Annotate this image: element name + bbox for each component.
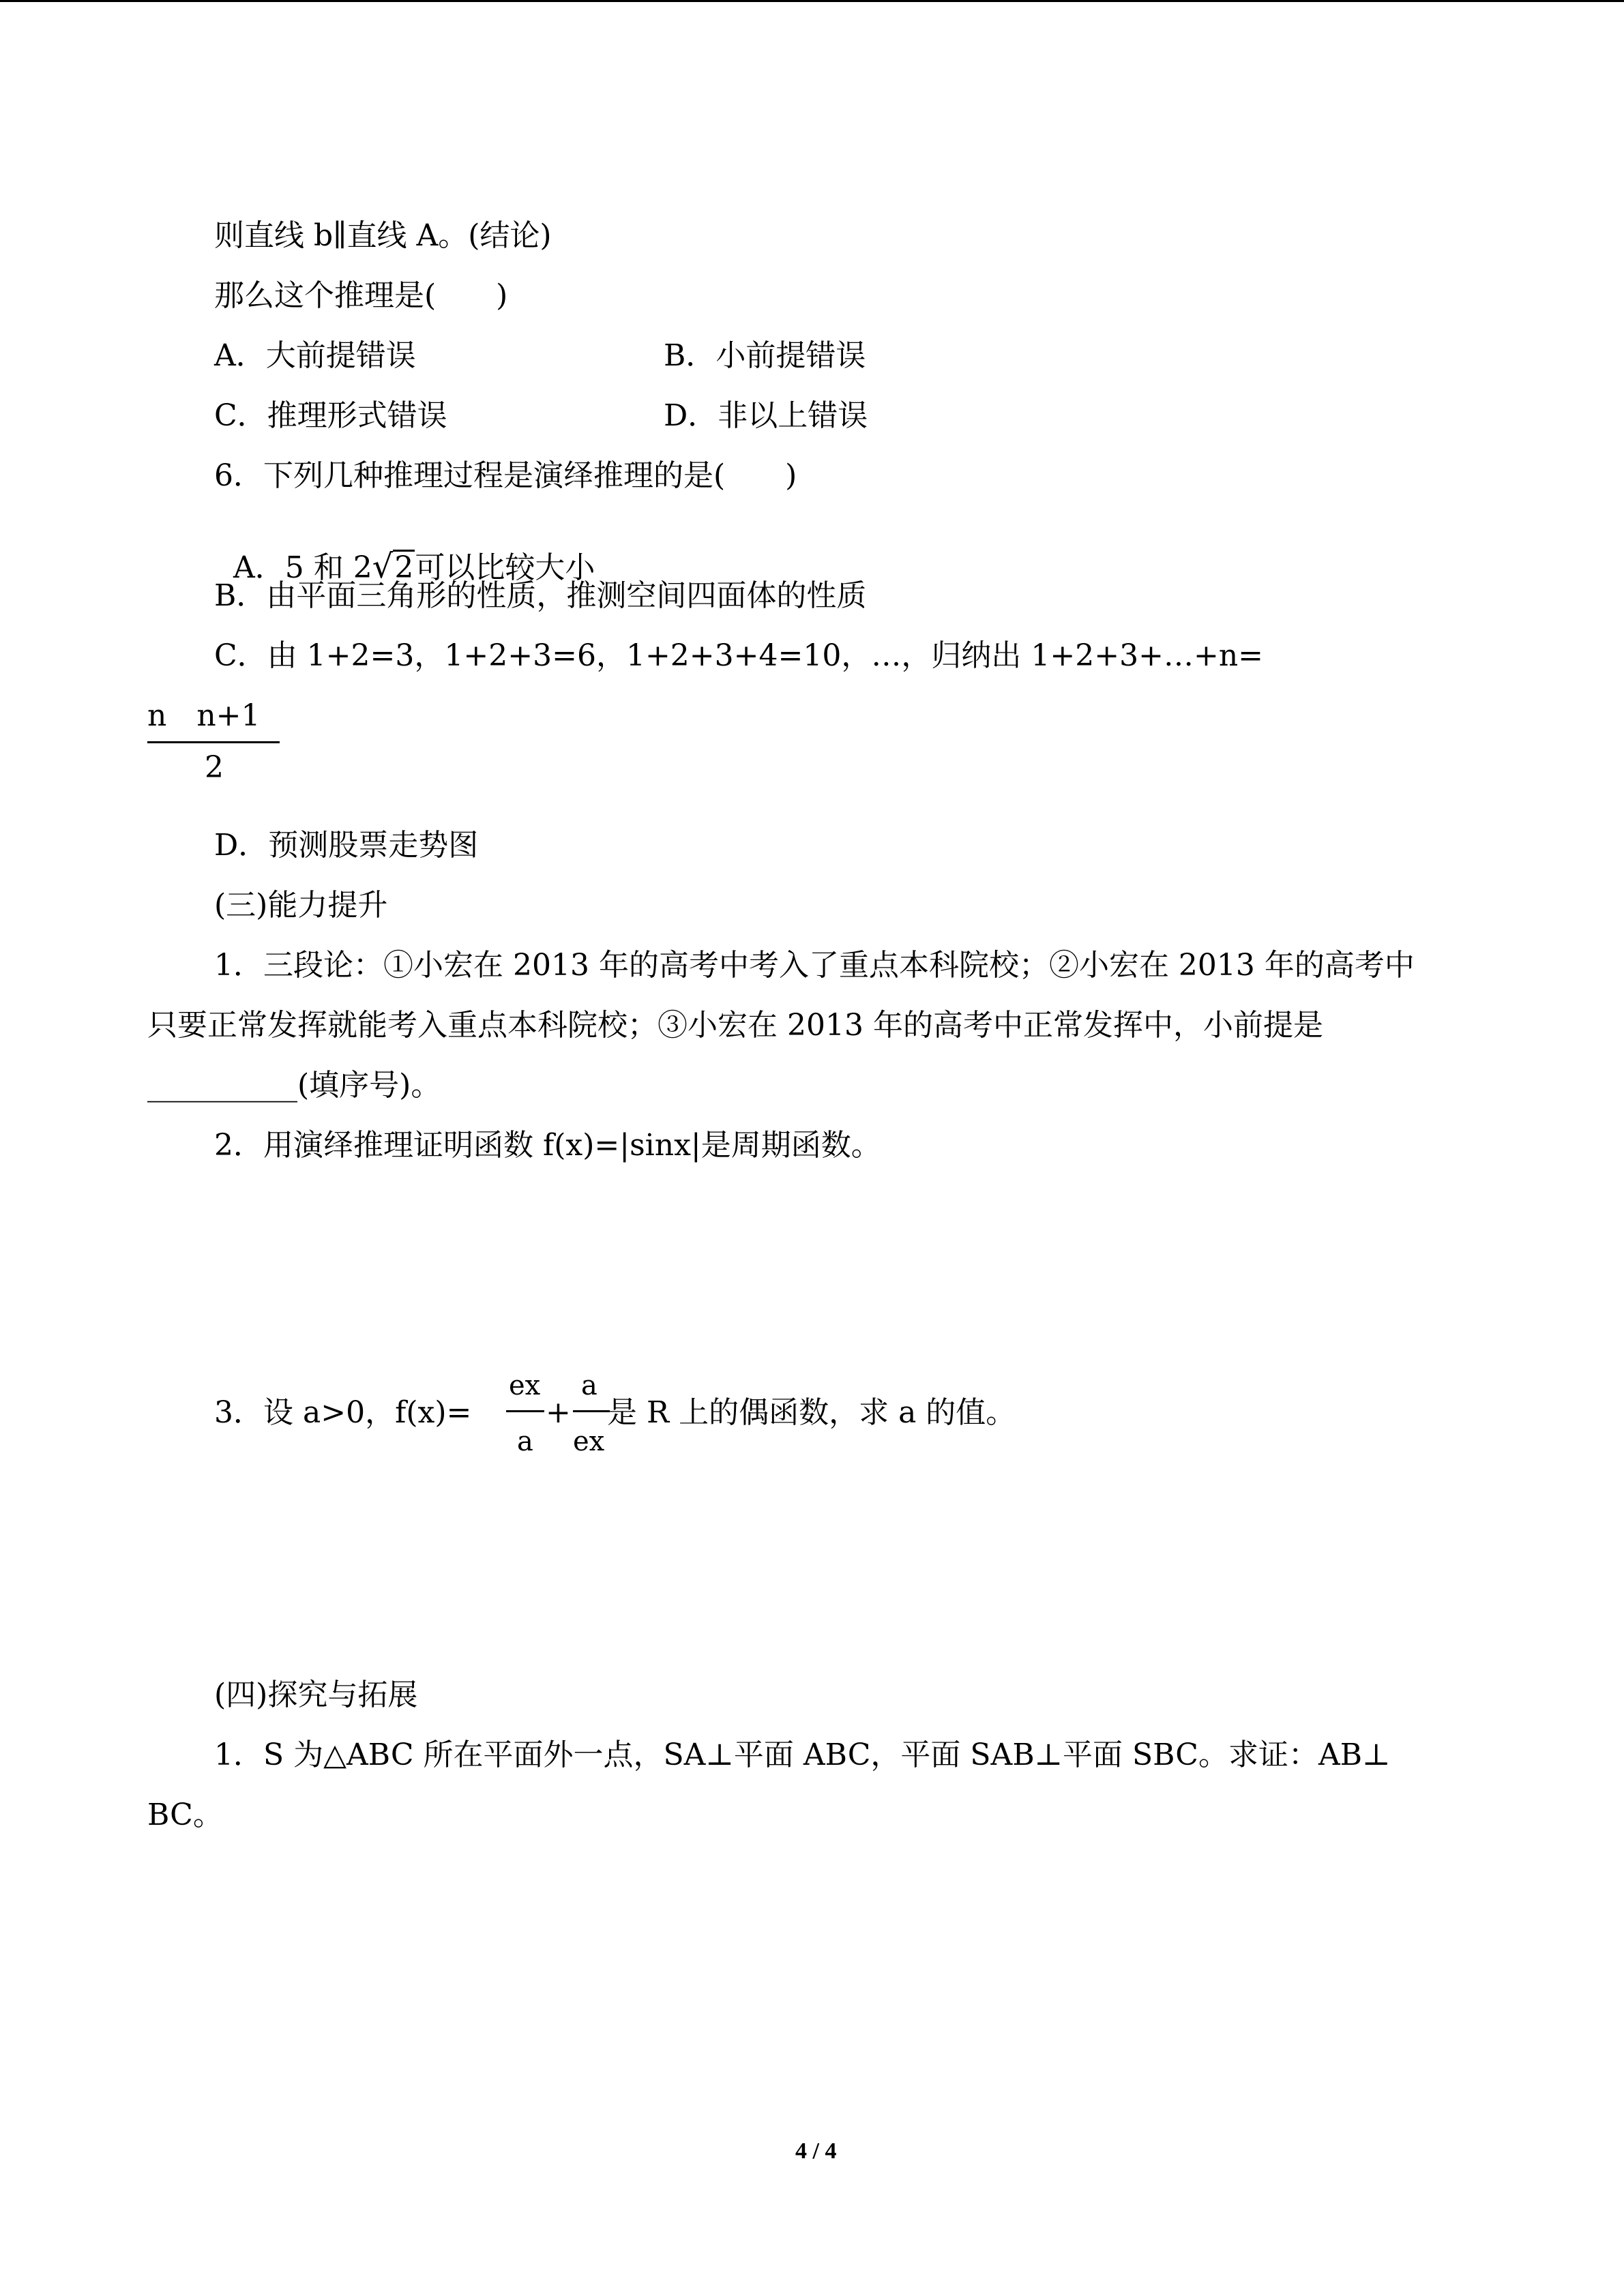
ability-question-2: 2．用演绎推理证明函数 f(x)=|sinx|是周期函数。 <box>214 1128 881 1163</box>
fraction-2-bar <box>573 1410 610 1412</box>
option-a-suffix: 可以比较大小 <box>415 550 595 585</box>
option-a-prefix: A．5 和 2 <box>233 550 372 585</box>
question-6-option-d: D．预测股票走势图 <box>214 828 479 863</box>
ability-question-1-line-3: __________(填序号)。 <box>147 1068 441 1103</box>
fraction-2-denominator: ex <box>573 1426 605 1457</box>
ability-question-1-line-2: 只要正常发挥就能考入重点本科院校；③小宏在 2013 年的高考中正常发挥中，小前提是 <box>147 1008 1323 1043</box>
fraction-1-denominator: a <box>517 1426 533 1457</box>
fraction-1-numerator: ex <box>509 1370 541 1401</box>
radicand: 2 <box>394 550 414 585</box>
fraction-denominator: 2 <box>205 750 224 785</box>
ability-question-1-line-1: 1．三段论：①小宏在 2013 年的高考中考入了重点本科院校；②小宏在 2013 年的高考中 <box>214 948 1415 983</box>
question-6-option-a <box>214 520 595 586</box>
text-line-conclusion: 则直线 b∥直线 A。(结论) <box>214 218 552 253</box>
plus-sign: + <box>546 1395 571 1430</box>
text-line-question-stem: 那么这个推理是( ) <box>214 278 508 313</box>
option-b: B．小前提错误 <box>664 338 866 373</box>
fraction-2-numerator: a <box>581 1370 597 1401</box>
ability-question-3-suffix: 是 R 上的偶函数，求 a 的值。 <box>607 1395 1016 1430</box>
exploration-question-1-line-2: BC。 <box>147 1798 223 1832</box>
question-6-stem: 6．下列几种推理过程是演绎推理的是( ) <box>214 458 797 493</box>
fraction-bar <box>147 741 280 743</box>
exploration-question-1-line-1: 1．S 为△ABC 所在平面外一点，SA⊥平面 ABC，平面 SAB⊥平面 SBC。求证：AB⊥ <box>214 1738 1391 1772</box>
page-top-border <box>0 0 1624 2</box>
fraction-1-bar <box>506 1410 544 1412</box>
section-heading-ability: (三)能力提升 <box>214 888 388 923</box>
option-a: A．大前提错误 <box>214 338 416 373</box>
section-heading-exploration: (四)探究与拓展 <box>214 1678 418 1712</box>
option-d: D．非以上错误 <box>664 398 868 433</box>
fraction-numerator: n n+1 <box>147 698 261 733</box>
question-6-option-c: C．由 1+2=3，1+2+3=6，1+2+3+4=10，…，归纳出 1+2+3+…+n= <box>214 638 1264 673</box>
radical-sign: √ <box>372 548 394 586</box>
ability-question-3-prefix: 3．设 a>0，f(x)= <box>214 1395 472 1430</box>
page-number: 4 / 4 <box>795 2138 837 2164</box>
option-c: C．推理形式错误 <box>214 398 447 433</box>
question-6-option-b: B．由平面三角形的性质，推测空间四面体的性质 <box>214 578 867 613</box>
